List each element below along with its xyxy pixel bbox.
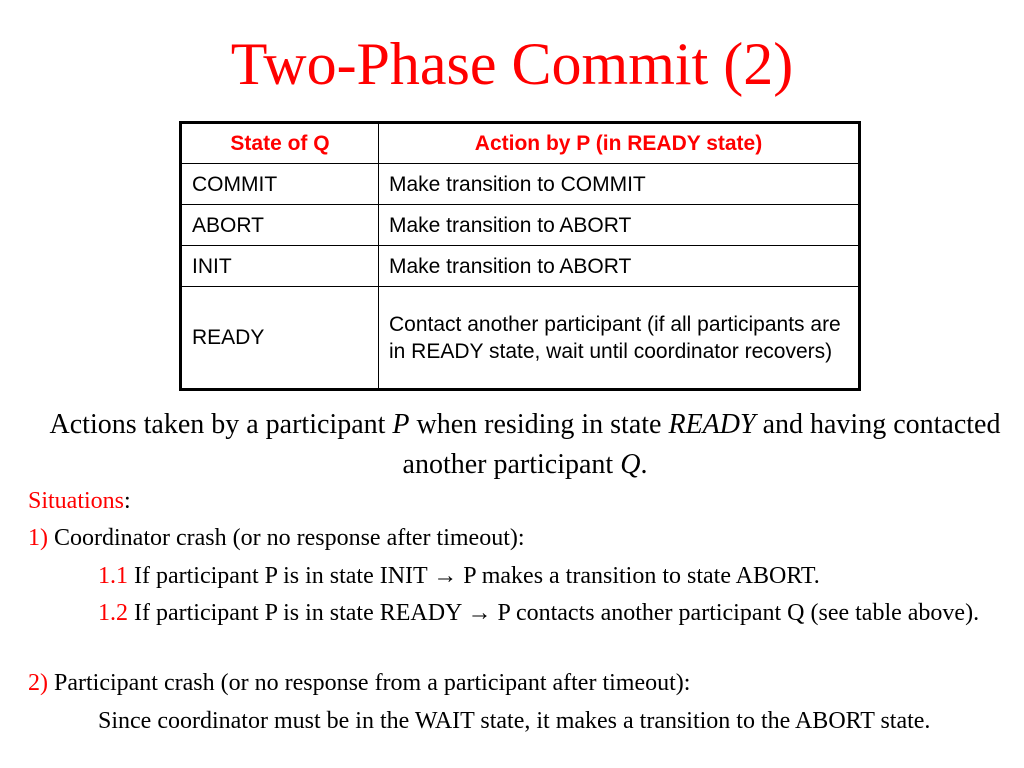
table-cell-action: Make transition to COMMIT: [379, 164, 860, 205]
table-cell-action: Make transition to ABORT: [379, 205, 860, 246]
table-cell-state: COMMIT: [181, 164, 379, 205]
table-cell-state: ABORT: [181, 205, 379, 246]
table-header-row: [181, 123, 860, 164]
caption-part2: when residing in state: [409, 409, 669, 440]
table-cell-state: INIT: [181, 246, 379, 287]
sub11-text: If participant P is in state INIT → P makes a transition to state ABORT.: [128, 563, 820, 589]
state-action-table: [179, 121, 861, 391]
caption-p: P: [392, 409, 410, 440]
situation-item-1: [28, 521, 525, 555]
situations-heading: [28, 484, 131, 518]
sub-item-1-1: [98, 559, 820, 593]
table-header-action: Action by P (in READY state): [379, 123, 860, 164]
caption-part3: and having contacted another participant: [402, 409, 1001, 480]
table-row: [181, 164, 860, 205]
table-row: [181, 287, 860, 390]
caption-ready: READY: [668, 409, 756, 440]
table-header-state: State of Q: [181, 123, 379, 164]
sub12-number: 1.2: [98, 600, 128, 626]
item1-text: Coordinator crash (or no response after timeout):: [48, 525, 525, 551]
table-cell-state: READY: [181, 287, 379, 390]
caption-q: Q: [620, 449, 641, 480]
item2-number: 2): [28, 670, 48, 696]
table-caption: [40, 405, 1010, 485]
situations-colon: :: [124, 488, 131, 514]
sub-item-1-2: [58, 596, 998, 630]
caption-part4: .: [640, 449, 648, 480]
table-cell-action: Contact another participant (if all participants are in READY state, wait until coordinator recovers): [379, 287, 860, 390]
table-cell-action: Make transition to ABORT: [379, 246, 860, 287]
item2-detail: Since coordinator must be in the WAIT state, it makes a transition to the ABORT state.: [98, 708, 931, 734]
slide-title: Two-Phase Commit (2): [230, 31, 794, 97]
sub11-number: 1.1: [98, 563, 128, 589]
situation-item-2: [28, 666, 690, 700]
situations-label: Situations: [28, 488, 125, 514]
caption-part1: Actions taken by a participant: [49, 409, 393, 440]
item1-number: 1): [28, 525, 48, 551]
table-row: [181, 205, 860, 246]
table-row: [181, 246, 860, 287]
sub12-text: If participant P is in state READY → P contacts another participant Q (see table above).: [128, 600, 980, 626]
item2-text: Participant crash (or no response from a participant after timeout):: [48, 670, 691, 696]
